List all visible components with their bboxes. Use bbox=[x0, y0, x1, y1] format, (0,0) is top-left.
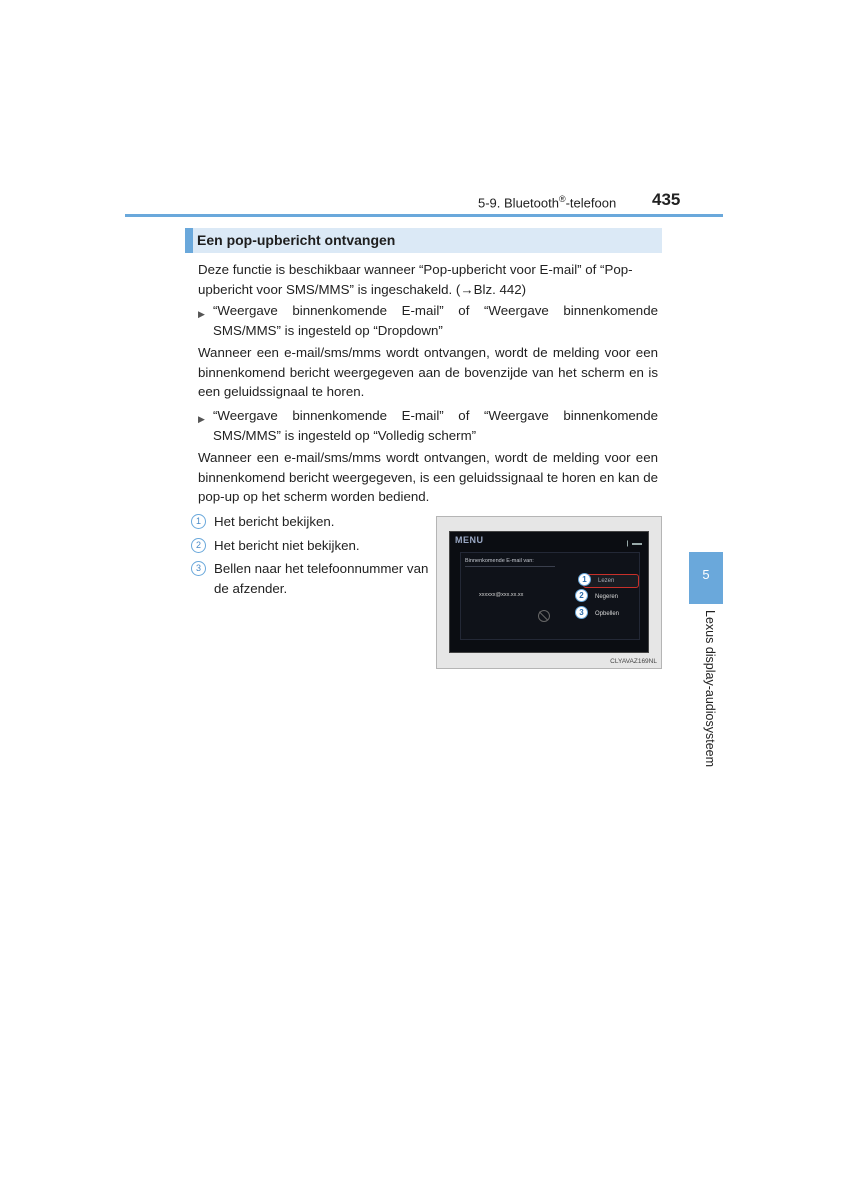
bullet-text: “Weergave binnenkomende E-mail” of “Weergave binnenkomende SMS/MMS” is ingesteld op “Dropdown” bbox=[213, 303, 658, 338]
bullet-arrow-icon: ▶ bbox=[198, 309, 205, 319]
section-title-accent bbox=[185, 228, 193, 253]
signal-strength-icon bbox=[632, 537, 642, 545]
status-bar bbox=[625, 537, 642, 547]
section-header-prefix: 5-9. Bluetooth bbox=[478, 195, 559, 211]
screen-figure bbox=[436, 516, 662, 669]
bullet-item bbox=[198, 301, 658, 341]
numbered-item bbox=[191, 536, 431, 556]
call-button[interactable] bbox=[581, 608, 631, 620]
registered-mark: ® bbox=[558, 194, 566, 204]
option-label: Lezen bbox=[598, 578, 615, 584]
ignore-button[interactable] bbox=[581, 591, 631, 603]
fullscreen-paragraph: Wanneer een e-mail/sms/mms wordt ontvangen, wordt de melding voor een binnenkomend bericht weergegeven, is een geluidssignaal te horen en kan de pop-up op het scherm worden bediend. bbox=[198, 450, 658, 504]
section-title-box bbox=[185, 228, 662, 253]
callout-circle-icon: 2 bbox=[575, 589, 588, 602]
intro-paragraph: Deze functie is beschikbaar wanneer “Pop-upbericht voor E-mail” of “Pop-upbericht voor SMS/MMS” is ingeschakeld. (→Blz. 442) bbox=[198, 262, 633, 297]
bluetooth-icon: ❙ bbox=[624, 541, 630, 547]
number-circle-icon: 1 bbox=[191, 514, 206, 529]
menu-button[interactable]: MENU bbox=[455, 535, 484, 545]
number-circle-icon: 2 bbox=[191, 538, 206, 553]
numbered-item bbox=[191, 559, 431, 599]
chapter-title: Lexus display-audiosysteem bbox=[703, 610, 717, 768]
chapter-tab bbox=[689, 552, 723, 604]
display-screen bbox=[449, 531, 649, 653]
numbered-item-text: Het bericht niet bekijken. bbox=[214, 538, 360, 553]
chapter-number: 5 bbox=[702, 567, 710, 582]
numbered-item-text: Het bericht bekijken. bbox=[214, 514, 335, 529]
bullet-item bbox=[198, 406, 658, 446]
callout-circle-icon: 1 bbox=[578, 573, 591, 586]
dropdown-paragraph: Wanneer een e-mail/sms/mms wordt ontvangen, wordt de melding voor een binnenkomend bericht weergegeven aan de bovenzijde van het scherm en is een geluidssignaal te horen. bbox=[198, 345, 658, 399]
bullet-arrow-icon: ▶ bbox=[198, 414, 205, 424]
no-entry-icon bbox=[538, 610, 550, 622]
bullet-text: “Weergave binnenkomende E-mail” of “Weergave binnenkomende SMS/MMS” is ingesteld op “Volledig scherm” bbox=[213, 408, 658, 443]
section-header bbox=[478, 194, 616, 210]
read-button[interactable] bbox=[583, 574, 639, 588]
numbered-item bbox=[191, 512, 431, 532]
popup-title: Binnenkomende E-mail van: bbox=[465, 558, 534, 564]
popup-divider bbox=[465, 566, 555, 567]
figure-code: CLYAVAZ169NL bbox=[610, 658, 657, 665]
section-title: Een pop-upbericht ontvangen bbox=[197, 232, 396, 248]
page-number: 435 bbox=[652, 190, 681, 209]
callout-circle-icon: 3 bbox=[575, 606, 588, 619]
header-divider bbox=[125, 214, 723, 217]
sender-address: xxxxxx@xxx.xx.xx bbox=[479, 592, 524, 598]
number-circle-icon: 3 bbox=[191, 561, 206, 576]
incoming-message-popup bbox=[460, 552, 640, 640]
option-label: Opbellen bbox=[595, 611, 620, 617]
numbered-item-text: Bellen naar het telefoonnummer van de afzender. bbox=[214, 561, 429, 596]
option-label: Negeren bbox=[595, 594, 619, 600]
section-header-suffix: -telefoon bbox=[565, 195, 617, 211]
